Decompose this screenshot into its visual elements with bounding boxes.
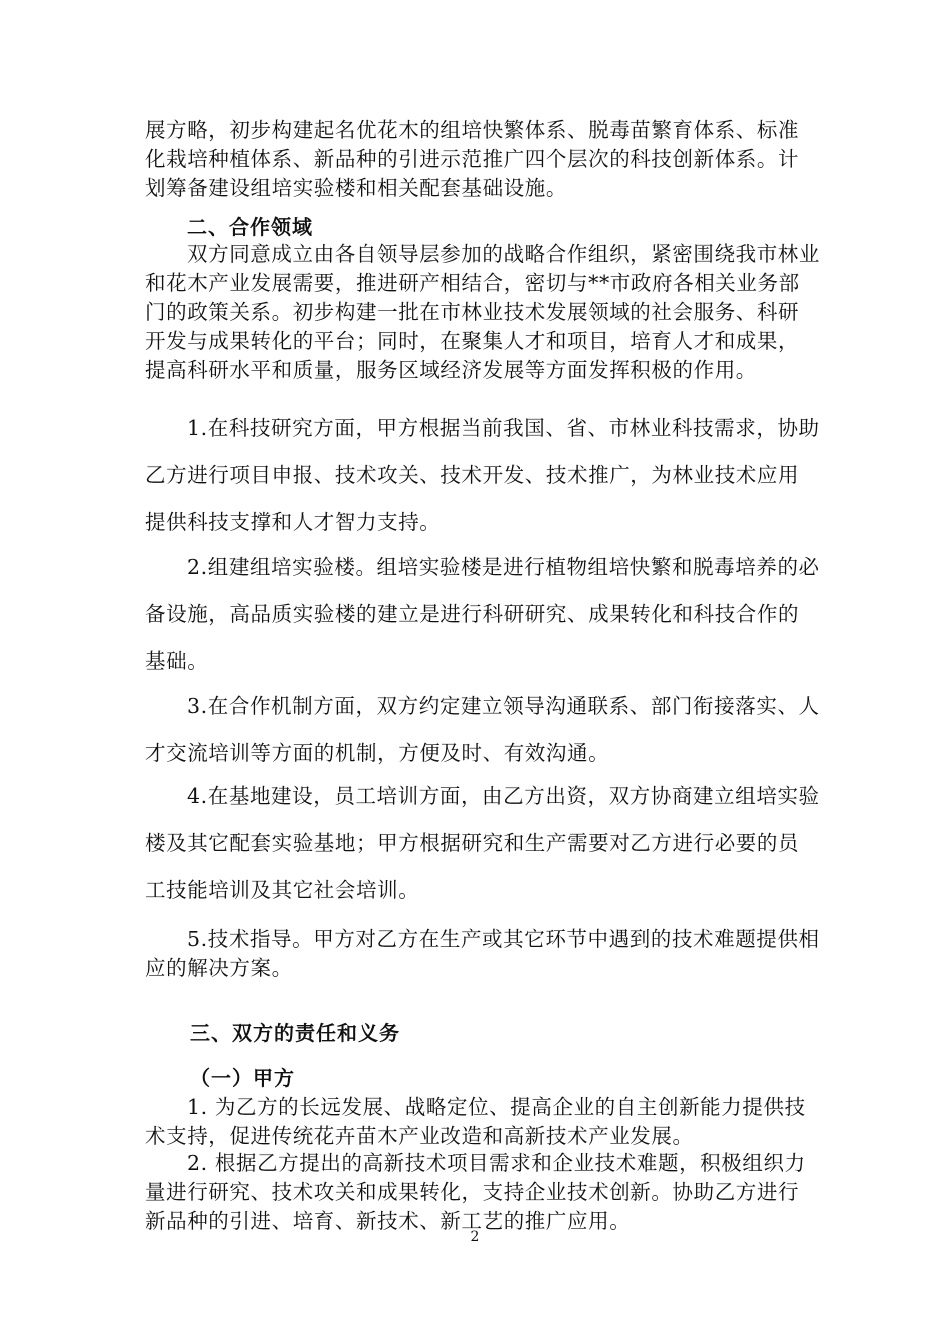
section-heading-responsibilities: 三、双方的责任和义务 [190,1021,400,1045]
party-a-item-1: 1. 为乙方的长远发展、战略定位、提高企业的自主创新能力提供技术支持，促进传统花卉苗木产业改造和高新技术产业发展。 [145,1095,806,1148]
cooperation-item-5: 5.技术指导。甲方对乙方在生产或其它环节中遇到的技术难题提供相应的解决方案。 [145,927,820,980]
page-number: 2 [470,1229,480,1245]
cooperation-item-4: 4.在基地建设，员工培训方面，由乙方出资，双方协商建立组培实验楼及其它配套实验基地；甲方根据研究和生产需要对乙方进行必要的员工技能培训及其它社会培训。 [145,784,820,902]
party-a-item-2: 2. 根据乙方提出的高新技术项目需求和企业技术难题，积极组织力量进行研究、技术攻关和成果转化，支持企业技术创新。协助乙方进行新品种的引进、培育、新技术、新工艺的推广应用。 [145,1151,806,1233]
subsection-heading-party-a: （一）甲方 [190,1066,295,1090]
section-heading-cooperation: 二、合作领域 [187,215,313,239]
intro-paragraph: 展方略，初步构建起名优花木的组培快繁体系、脱毒苗繁育体系、标准化栽培种植体系、新品种的引进示范推广四个层次的科技创新体系。计划筹备建设组培实验楼和相关配套基础设施。 [145,118,800,200]
section-2-intro-paragraph: 双方同意成立由各自领导层参加的战略合作组织，紧密围绕我市林业和花木产业发展需要，推进研产相结合，密切与**市政府各相关业务部门的政策关系。初步构建一批在市林业技术发展领域的社会服务、科研开发与成果转化的平台；同时，在聚集人才和项目，培育人才和成果，提高科研水平和质量，服务区域经济发展等方面发挥积极的作用。 [145,242,820,382]
cooperation-item-3: 3.在合作机制方面，双方约定建立领导沟通联系、部门衔接落实、人才交流培训等方面的机制，方便及时、有效沟通。 [145,694,820,765]
cooperation-item-2: 2.组建组培实验楼。组培实验楼是进行植物组培快繁和脱毒培养的必备设施，高品质实验楼的建立是进行科研研究、成果转化和科技合作的基础。 [145,555,820,673]
cooperation-item-1: 1.在科技研究方面，甲方根据当前我国、省、市林业科技需求，协助乙方进行项目申报、技术攻关、技术开发、技术推广，为林业技术应用提供科技支撑和人才智力支持。 [145,416,820,534]
